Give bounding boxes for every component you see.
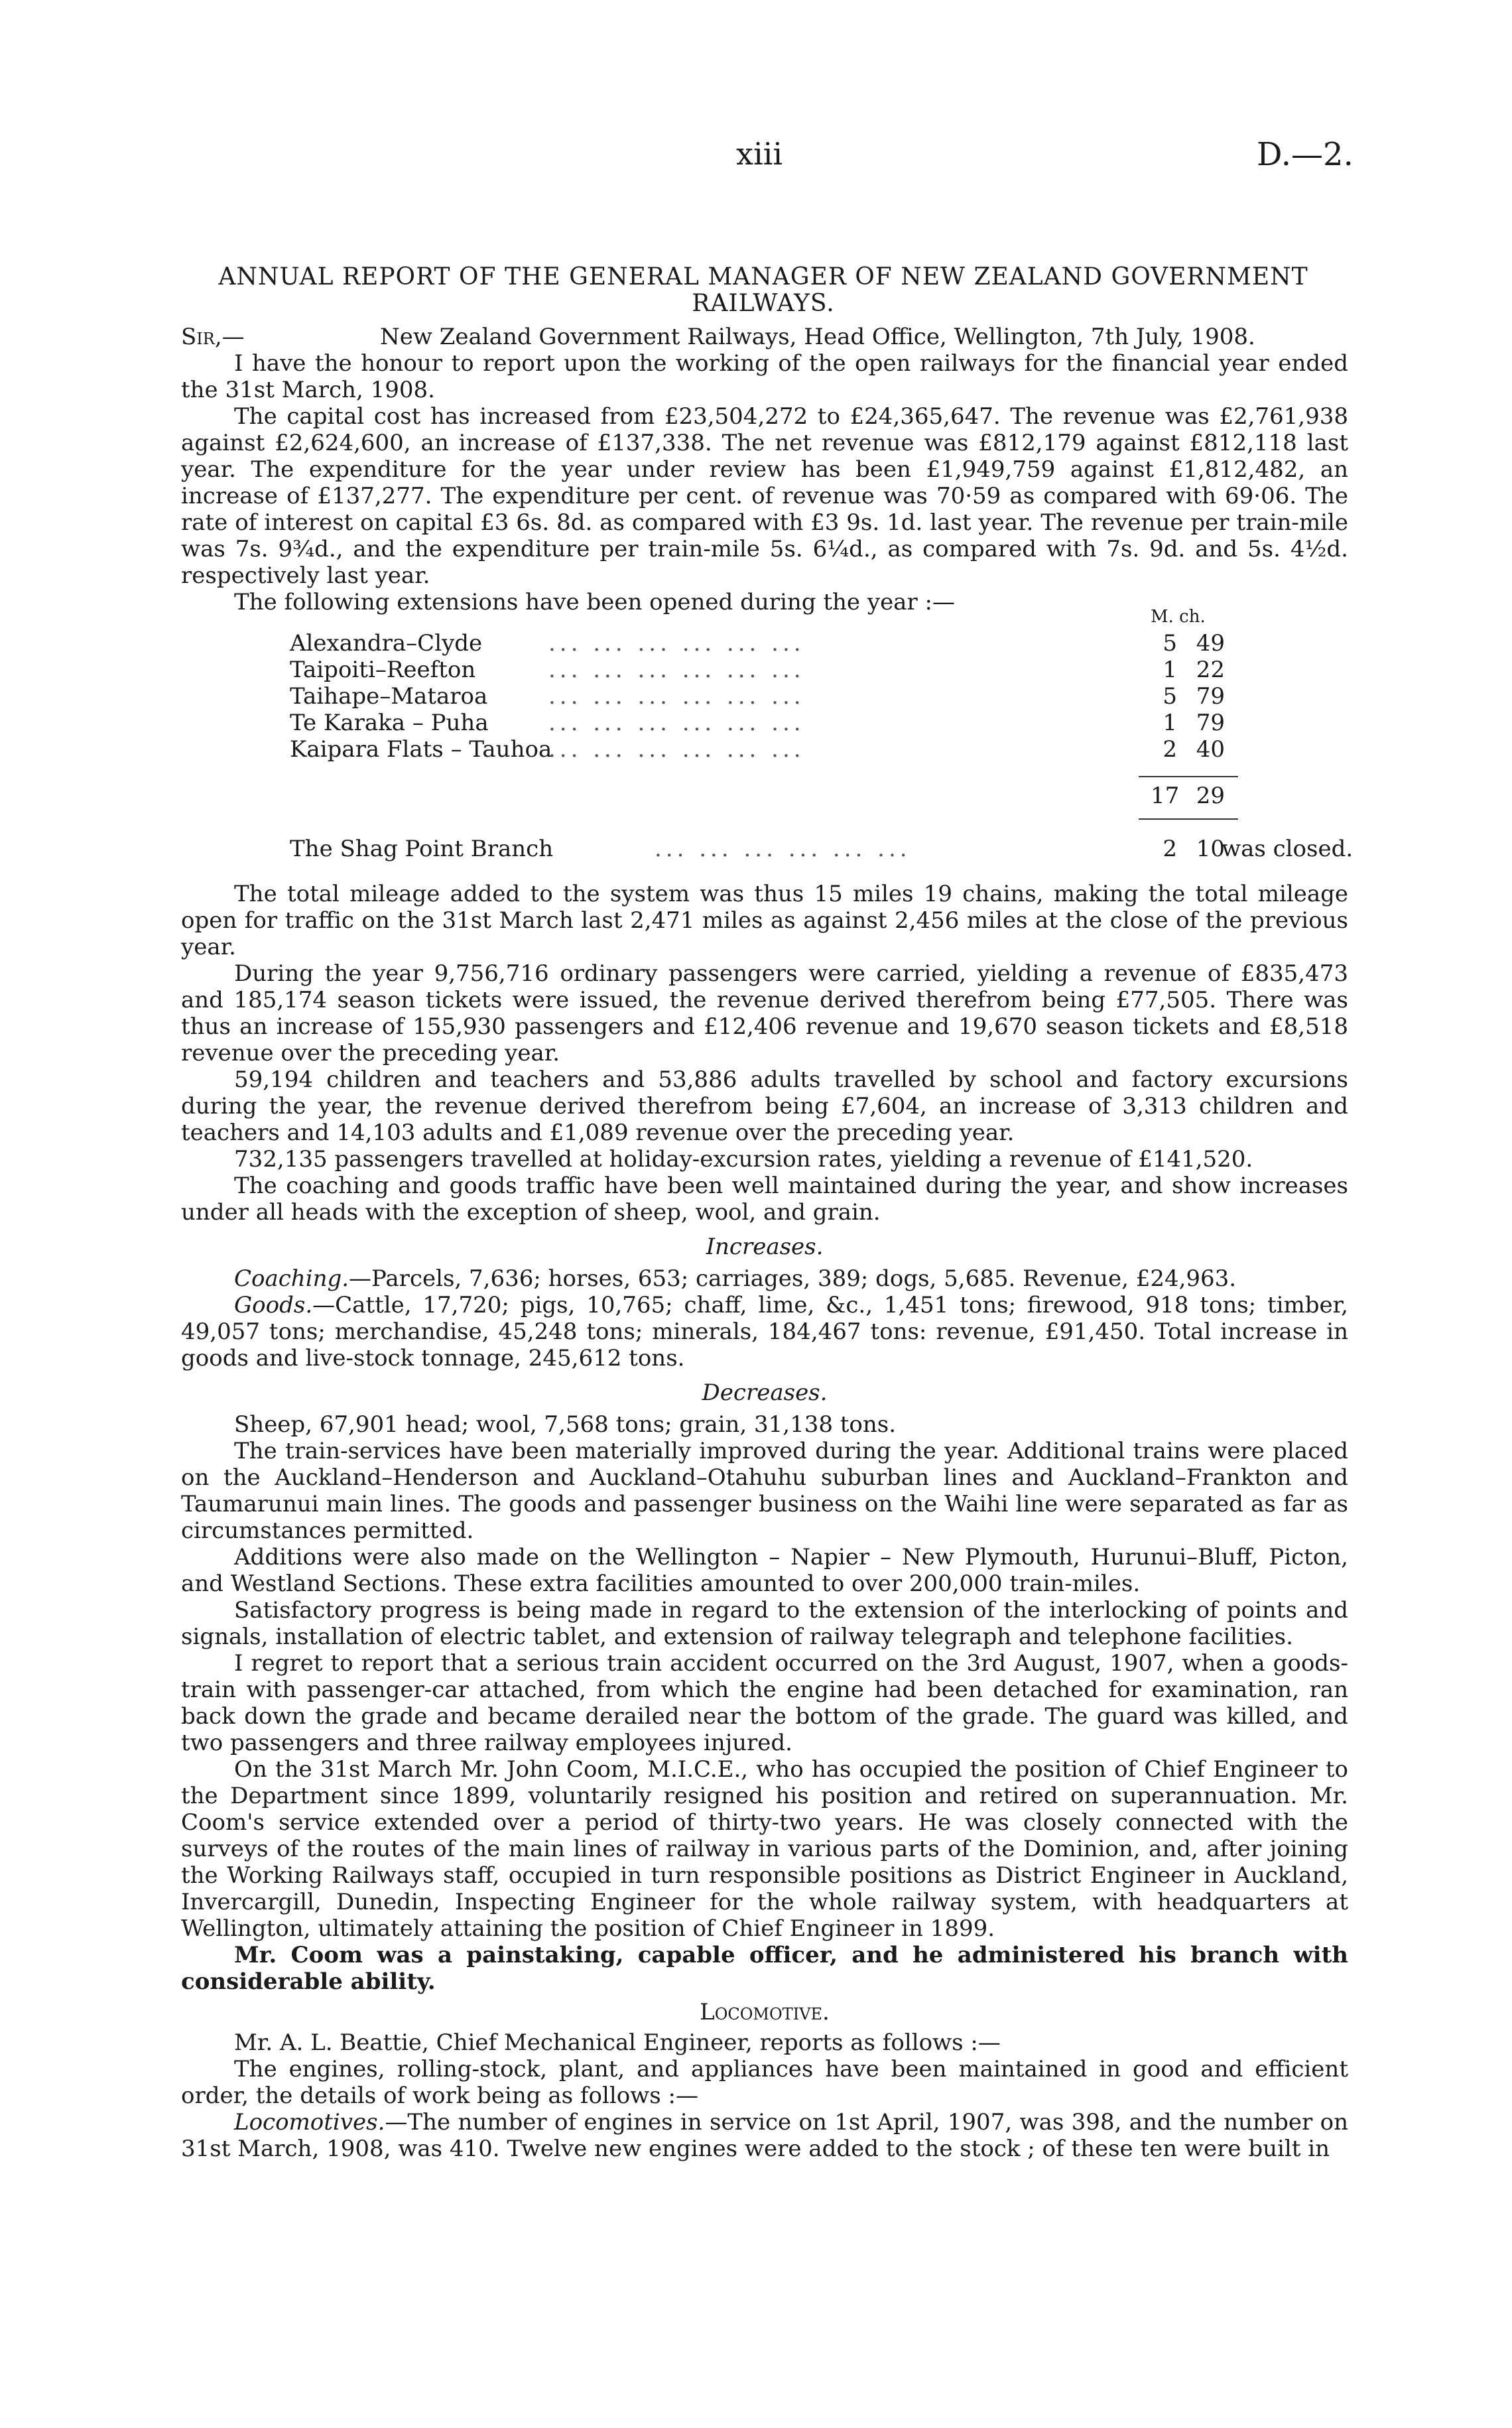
decreases-heading: Decreases. — [702, 1379, 828, 1406]
table-row — [290, 736, 1348, 763]
locomotives-text: —The number of engines in service on 1st April, 1907, was 398, and the number on 31st March, 1908, was 410. Twelve new engines were added to the stock ; of these ten were built in — [181, 2109, 1348, 2162]
paragraph: Mr. A. L. Beattie, Chief Mechanical Engineer, reports as follows :— — [234, 2029, 1001, 2056]
closed-branch-name: The Shag Point Branch — [290, 836, 554, 862]
extension-name: Taipoiti–Reefton — [290, 657, 476, 683]
paragraph: I regret to report that a serious train accident occurred on the 3rd August, 1907, when a goods-train with passenger-car attached, from which the engine had been detached for examination, ran back down the grade and became derailed near the bottom of the grade. The guard was killed, and two passengers and three railway employees injured. — [181, 1650, 1348, 1756]
leader-dots: ... ... ... ... ... ... — [548, 657, 805, 683]
salutation: Sir,— — [181, 324, 245, 350]
report-title: ANNUAL REPORT OF THE GENERAL MANAGER OF NEW ZEALAND GOVERNMENT RAILWAYS. — [218, 263, 1308, 317]
paragraph: I have the honour to report upon the working of the open railways for the financial year ended the 31st March, 1908. — [181, 350, 1348, 403]
paragraph: The train-services have been materially improved during the year. Additional trains were placed on the Auckland–Henderson and Auckland–Otahuhu suburban lines and Auckland–Frankton and Taumarunui main lines. The goods and passenger business on the Waihi line were separated as far as circumstances permitted. — [181, 1438, 1348, 1544]
goods-label: Goods. — [234, 1292, 313, 1318]
extension-chains: 79 — [1196, 683, 1225, 710]
total-miles: 17 — [1151, 783, 1180, 809]
leader-dots: ... ... ... ... ... ... — [655, 836, 911, 862]
paragraph: Satisfactory progress is being made in regard to the extension of the interlocking of points and signals, installation of electric tablet, and extension of railway telegraph and telephone facilities. — [181, 1597, 1348, 1650]
extension-name: Alexandra–Clyde — [290, 630, 483, 657]
extension-name: Te Karaka – Puha — [290, 710, 489, 736]
closed-row — [290, 836, 1354, 862]
main-section — [181, 881, 1348, 2162]
extensions-table — [290, 604, 1354, 862]
closed-chains: 10 — [1196, 836, 1225, 862]
extension-miles: 2 — [1163, 736, 1177, 763]
document-reference: D.—2. — [1257, 136, 1354, 173]
extension-miles: 5 — [1163, 630, 1177, 657]
extension-miles: 1 — [1163, 657, 1177, 683]
page-number: xiii — [736, 136, 783, 172]
leader-dots: ... ... ... ... ... ... — [548, 710, 805, 736]
extension-chains: 40 — [1196, 736, 1225, 763]
table-row — [290, 710, 1348, 736]
paragraph: The engines, rolling-stock, plant, and appliances have been maintained in good and efficient order, the details of work being as follows :— — [181, 2056, 1348, 2109]
paragraph: Additions were also made on the Wellington – Napier – New Plymouth, Hurunui–Bluff, Picton, and Westland Sections. These extra facilities amounted to over 200,000 train-miles. — [181, 1544, 1348, 1597]
unit-label: M. ch. — [1151, 607, 1206, 627]
paragraph: The capital cost has increased from £23,504,272 to £24,365,647. The revenue was £2,761,938 against £2,624,600, an increase of £137,338. The net revenue was £812,179 against £812,118 last year. The expenditure for the year under review has been £1,949,759 against £1,812,482, an increase of £137,277. The expenditure per cent. of revenue was 70·59 as compared with 69·06. The rate of interest on capital £3 6s. 8d. as compared with £3 9s. 1d. last year. The revenue per train-mile was 7s. 9¾d., and the expenditure per train-mile 5s. 6¼d., as compared with 7s. 9d. and 5s. 4½d. respectively last year. — [181, 403, 1348, 589]
locomotives-label: Locomotives. — [234, 2109, 385, 2136]
paragraph: On the 31st March Mr. John Coom, M.I.C.E., who has occupied the position of Chief Engineer to the Department since 1899, voluntarily resigned his position and retired on superannuation. Mr. Coom's service extended over a period of thirty-two years. He was closely connected with the surveys of the routes of the main lines of railway in various parts of the Dominion, and, after joining the Working Railways staff, occupied in turn responsible positions as District Engineer in Auckland, Invercargill, Dunedin, Inspecting Engineer for the whole railway system, with headquarters at Wellington, ultimately attaining the position of Chief Engineer in 1899. — [181, 1756, 1348, 1942]
paragraph: 732,135 passengers travelled at holiday-excursion rates, yielding a revenue of £141,520. — [234, 1146, 1253, 1173]
paragraph: The following extensions have been opened during the year :— — [234, 589, 955, 615]
sum-rule — [1139, 776, 1238, 777]
total-chains: 29 — [1196, 783, 1225, 809]
paragraph: The total mileage added to the system was thus 15 miles 19 chains, making the total mileage open for traffic on the 31st March last 2,471 miles as against 2,456 miles at the close of the previous year. — [181, 881, 1348, 960]
coaching-text: —Parcels, 7,636; horses, 653; carriages, 389; dogs, 5,685. Revenue, £24,963. — [349, 1265, 1237, 1292]
sum-rule — [1139, 818, 1238, 820]
coaching-paragraph — [181, 1265, 1348, 1292]
leader-dots: ... ... ... ... ... ... — [548, 683, 805, 710]
extension-chains: 22 — [1196, 657, 1225, 683]
extension-miles: 5 — [1163, 683, 1177, 710]
leader-dots: ... ... ... ... ... ... — [548, 630, 805, 657]
closed-miles: 2 — [1163, 836, 1177, 862]
table-row — [290, 683, 1348, 710]
locomotive-heading: Locomotive. — [700, 1999, 830, 2025]
paragraph: The coaching and goods traffic have been well maintained during the year, and show increases under all heads with the exception of sheep, wool, and grain. — [181, 1173, 1348, 1226]
coaching-label: Coaching. — [234, 1265, 349, 1292]
goods-text: —Cattle, 17,720; pigs, 10,765; chaff, lime, &c., 1,451 tons; firewood, 918 tons; timber, 49,057 tons; merchandise, 45,248 tons; minerals, 184,467 tons: revenue, £91,450. Total increase in goods and live-stock tonnage, 245,612 tons. — [181, 1292, 1348, 1372]
extension-name: Taihape–Mataroa — [290, 683, 488, 710]
paragraph: During the year 9,756,716 ordinary passengers were carried, yielding a revenue of £835,473 and 185,174 season tickets were issued, the revenue derived therefrom being £77,505. There was thus an increase of 155,930 passengers and £12,406 revenue and 19,670 season tickets and £8,518 revenue over the preceding year. — [181, 960, 1348, 1066]
closed-note: was closed. — [1222, 836, 1354, 862]
decreases-paragraph: Sheep, 67,901 head; wool, 7,568 tons; grain, 31,138 tons. — [234, 1411, 897, 1438]
extension-chains: 49 — [1196, 630, 1225, 657]
locomotives-paragraph — [181, 2109, 1348, 2162]
table-row — [290, 657, 1348, 683]
extension-miles: 1 — [1163, 710, 1177, 736]
intro-section — [181, 350, 1348, 615]
table-row — [290, 630, 1348, 657]
total-row — [290, 783, 1348, 814]
dateline: New Zealand Government Railways, Head Office, Wellington, 7th July, 1908. — [380, 324, 1255, 350]
leader-dots: ... ... ... ... ... ... — [548, 736, 805, 763]
goods-paragraph — [181, 1292, 1348, 1372]
increases-heading: Increases. — [706, 1234, 824, 1260]
paragraph: Mr. Coom was a painstaking, capable officer, and he administered his branch with considerable ability. — [181, 1942, 1348, 1995]
paragraph: 59,194 children and teachers and 53,886 adults travelled by school and factory excursions during the year, the revenue derived therefrom being £7,604, an increase of 3,313 children and teachers and 14,103 adults and £1,089 revenue over the preceding year. — [181, 1066, 1348, 1146]
extension-chains: 79 — [1196, 710, 1225, 736]
extension-name: Kaipara Flats – Tauhoa — [290, 736, 552, 763]
